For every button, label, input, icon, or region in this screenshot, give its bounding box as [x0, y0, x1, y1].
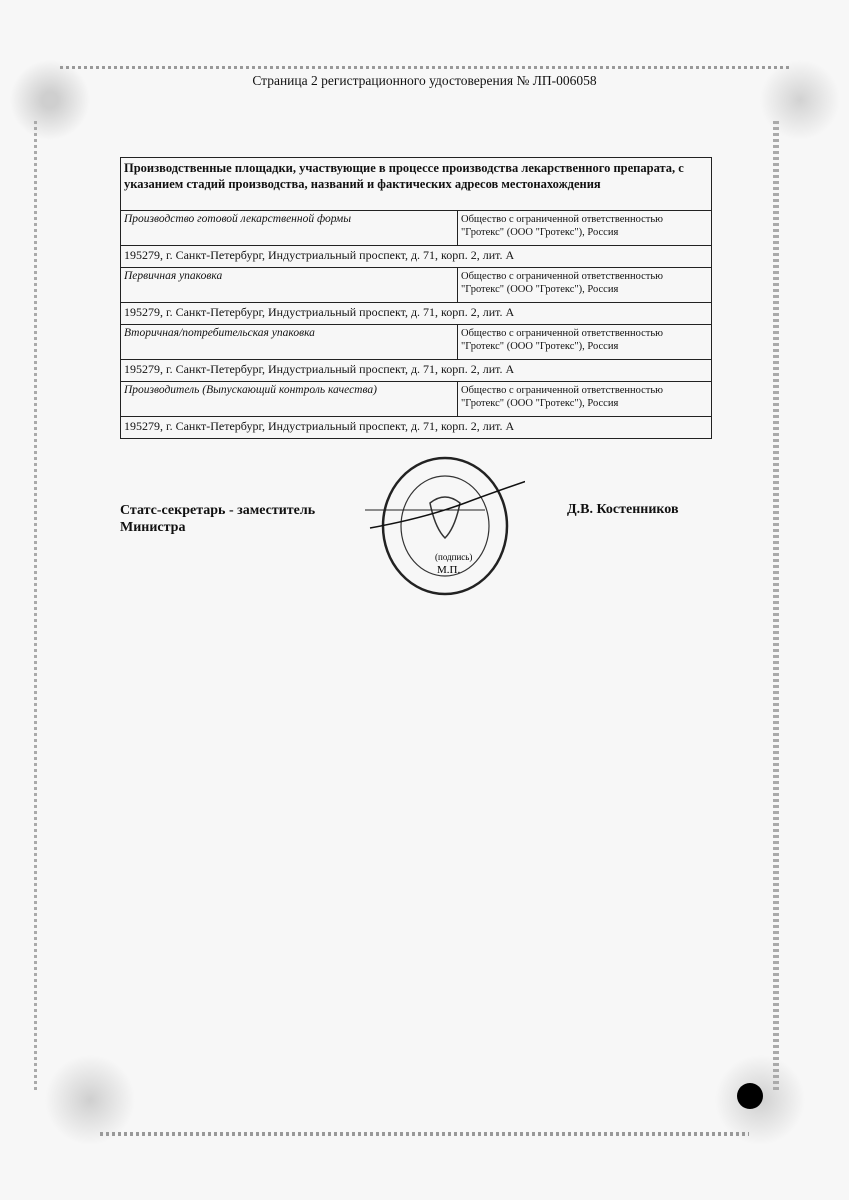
page-title: Страница 2 регистрационного удостоверения № ЛП-006058: [252, 73, 597, 88]
signatory-name: Д.В. Костенников: [567, 502, 679, 517]
seal-caption: М.П.: [437, 564, 461, 576]
organization-cell: Общество с ограниченной ответственностью "Гротекс" (ООО "Гротекс"), Россия: [458, 268, 712, 303]
production-sites-table: [120, 157, 712, 439]
stage-cell: Производитель (Выпускающий контроль качества): [121, 382, 458, 417]
stage-cell: Производство готовой лекарственной формы: [121, 211, 458, 246]
position-line-1: Статс-секретарь - заместитель: [120, 503, 316, 518]
address-cell: 195279, г. Санкт-Петербург, Индустриальный проспект, д. 71, корп. 2, лит. А: [121, 417, 712, 439]
signatory-position: [120, 502, 315, 536]
table-row: [121, 211, 712, 246]
organization-cell: Общество с ограниченной ответственностью "Гротекс" (ООО "Гротекс"), Россия: [458, 211, 712, 246]
table-heading: Производственные площадки, участвующие в процессе производства лекарственного препарата, с указанием стадий производства, названий и фактических адресов местонахождения: [121, 158, 712, 211]
table-row: [121, 325, 712, 360]
hole-punch-mark: [737, 1083, 763, 1109]
address-cell: 195279, г. Санкт-Петербург, Индустриальный проспект, д. 71, корп. 2, лит. А: [121, 303, 712, 325]
address-cell: 195279, г. Санкт-Петербург, Индустриальный проспект, д. 71, корп. 2, лит. А: [121, 360, 712, 382]
table-row: [121, 268, 712, 303]
signature-caption: (подпись): [435, 552, 473, 562]
position-line-2: Министра: [120, 520, 186, 535]
stage-cell: Первичная упаковка: [121, 268, 458, 303]
decorative-border-right: [773, 120, 779, 1090]
address-cell: 195279, г. Санкт-Петербург, Индустриальный проспект, д. 71, корп. 2, лит. А: [121, 246, 712, 268]
coat-of-arms-icon: [430, 497, 460, 538]
organization-cell: Общество с ограниченной ответственностью "Гротекс" (ООО "Гротекс"), Россия: [458, 382, 712, 417]
stage-cell: Вторичная/потребительская упаковка: [121, 325, 458, 360]
decorative-border-bottom: [100, 1132, 749, 1136]
organization-cell: Общество с ограниченной ответственностью "Гротекс" (ООО "Гротекс"), Россия: [458, 325, 712, 360]
decorative-border-top: [60, 66, 789, 69]
decorative-border-left: [34, 120, 37, 1090]
table-row: [121, 382, 712, 417]
official-stamp: [365, 448, 525, 598]
